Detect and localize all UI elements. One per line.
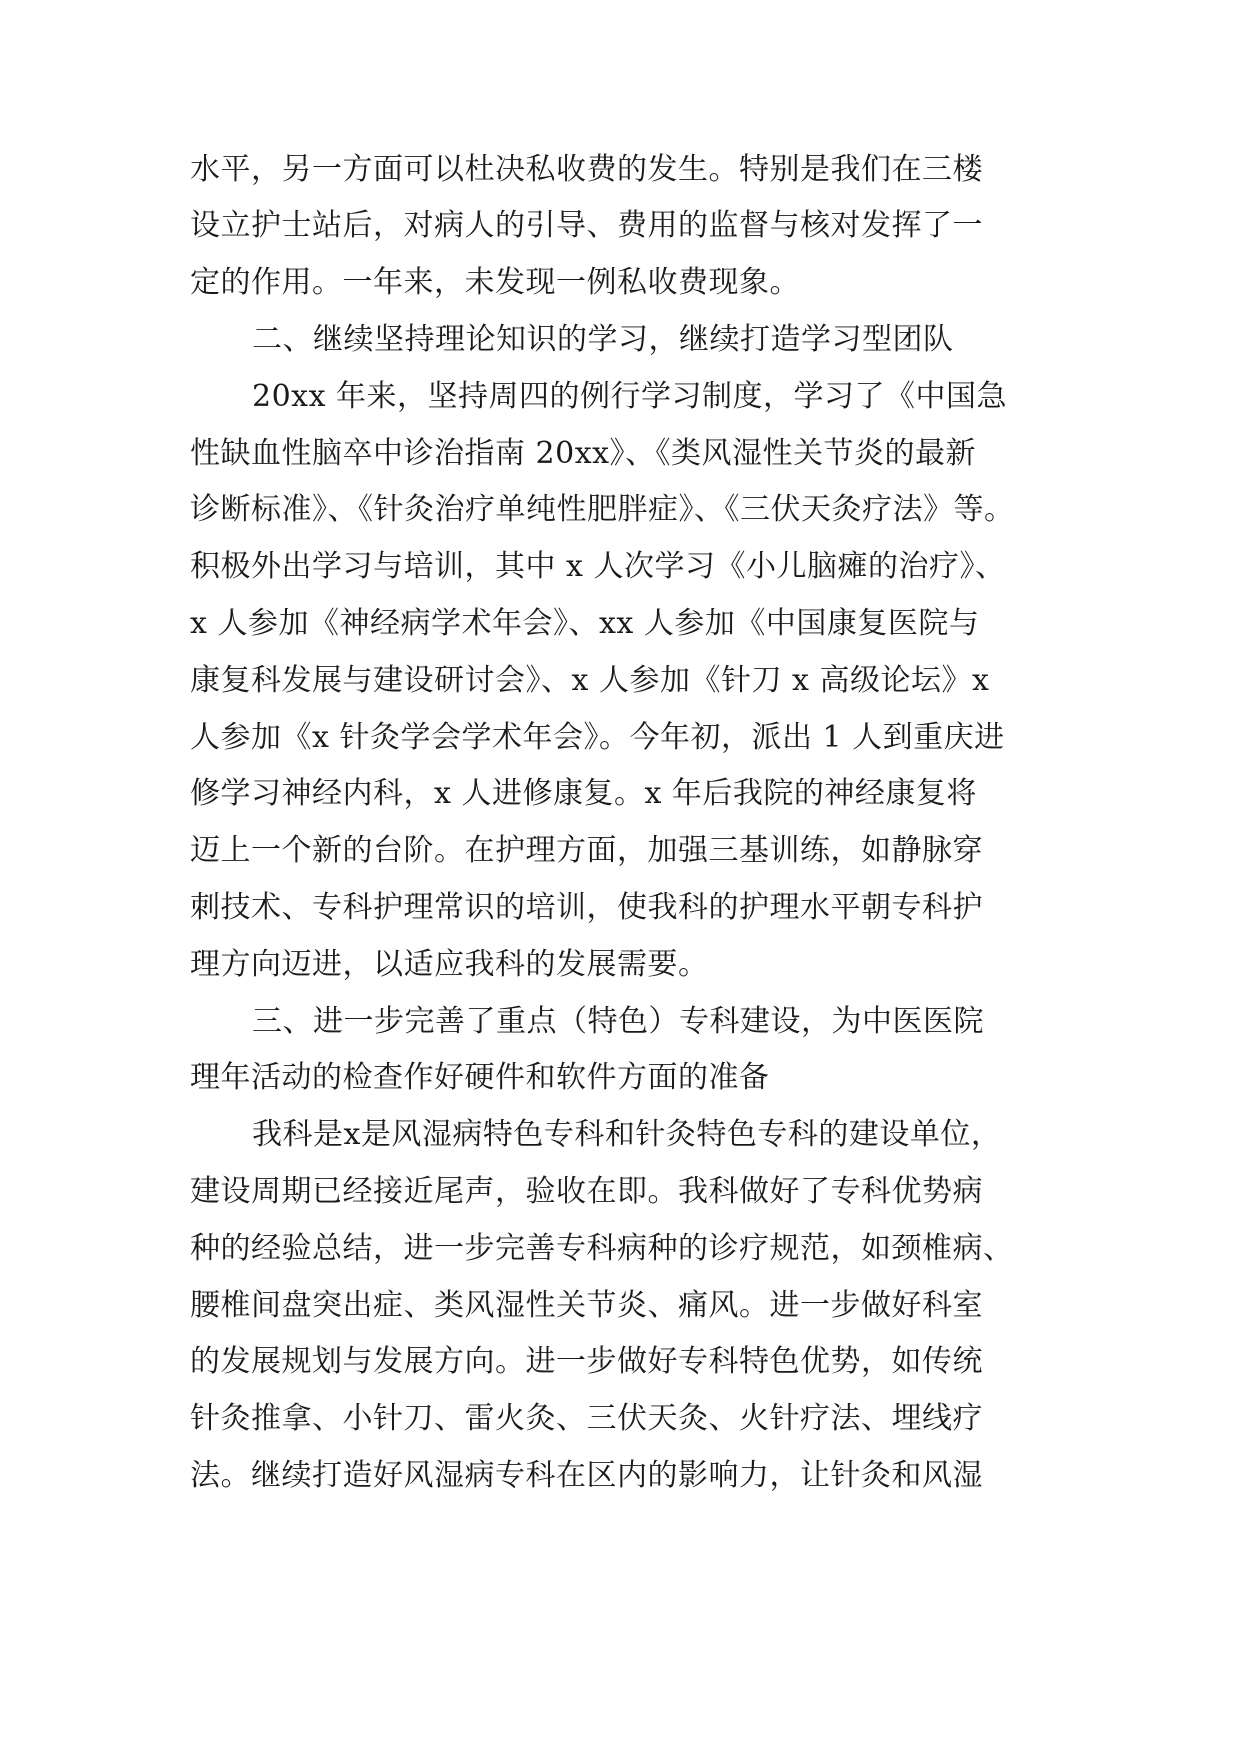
text-line: 刺技术、专科护理常识的培训，使我科的护理水平朝专科护	[190, 890, 983, 925]
text-line: 的发展规划与发展方向。进一步做好专科特色优势，如传统	[190, 1344, 983, 1379]
text-line: 种的经验总结，进一步完善专科病种的诊疗规范，如颈椎病、	[190, 1231, 1014, 1266]
text-line: 迈上一个新的台阶。在护理方面，加强三基训练，如静脉穿	[190, 833, 983, 868]
text-line: 人参加《x 针灸学会学术年会》。今年初，派出 1 人到重庆进	[190, 720, 1005, 755]
text-line: x 人参加《神经病学术年会》、xx 人参加《中国康复医院与	[190, 606, 980, 641]
text-line: 康复科发展与建设研讨会》、x 人参加《针刀 x 高级论坛》x	[190, 663, 990, 698]
text-line: 腰椎间盘突出症、类风湿性关节炎、痛风。进一步做好科室	[190, 1288, 983, 1323]
text-line: 我科是x是风湿病特色专科和针灸特色专科的建设单位，	[252, 1117, 1002, 1152]
text-line: 20xx 年来，坚持周四的例行学习制度，学习了《中国急	[252, 379, 1008, 414]
text-line: 法。继续打造好风湿病专科在区内的影响力，让针灸和风湿	[190, 1458, 983, 1493]
text-line: 诊断标准》、《针灸治疗单纯性肥胖症》、《三伏天灸疗法》等。	[190, 492, 1015, 527]
text-line: 定的作用。一年来，未发现一例私收费现象。	[190, 265, 800, 300]
section-heading-continued: 理年活动的检查作好硬件和软件方面的准备	[190, 1060, 770, 1095]
text-line: 建设周期已经接近尾声，验收在即。我科做好了专科优势病	[190, 1174, 983, 1209]
text-line: 理方向迈进，以适应我科的发展需要。	[190, 947, 709, 982]
text-line: 修学习神经内科，x 人进修康复。x 年后我院的神经康复将	[190, 776, 977, 811]
section-heading: 三、进一步完善了重点（特色）专科建设，为中医医院	[252, 1004, 984, 1039]
text-line: 积极外出学习与培训，其中 x 人次学习《小儿脑瘫的治疗》、	[190, 549, 1006, 584]
text-line: 性缺血性脑卒中诊治指南 20xx》、《类风湿性关节炎的最新	[190, 436, 977, 471]
text-line: 水平，另一方面可以杜决私收费的发生。特别是我们在三楼	[190, 152, 983, 187]
text-line: 设立护士站后，对病人的引导、费用的监督与核对发挥了一	[190, 208, 983, 243]
text-line: 针灸推拿、小针刀、雷火灸、三伏天灸、火针疗法、埋线疗	[190, 1401, 983, 1436]
section-heading: 二、继续坚持理论知识的学习，继续打造学习型团队	[252, 322, 954, 357]
